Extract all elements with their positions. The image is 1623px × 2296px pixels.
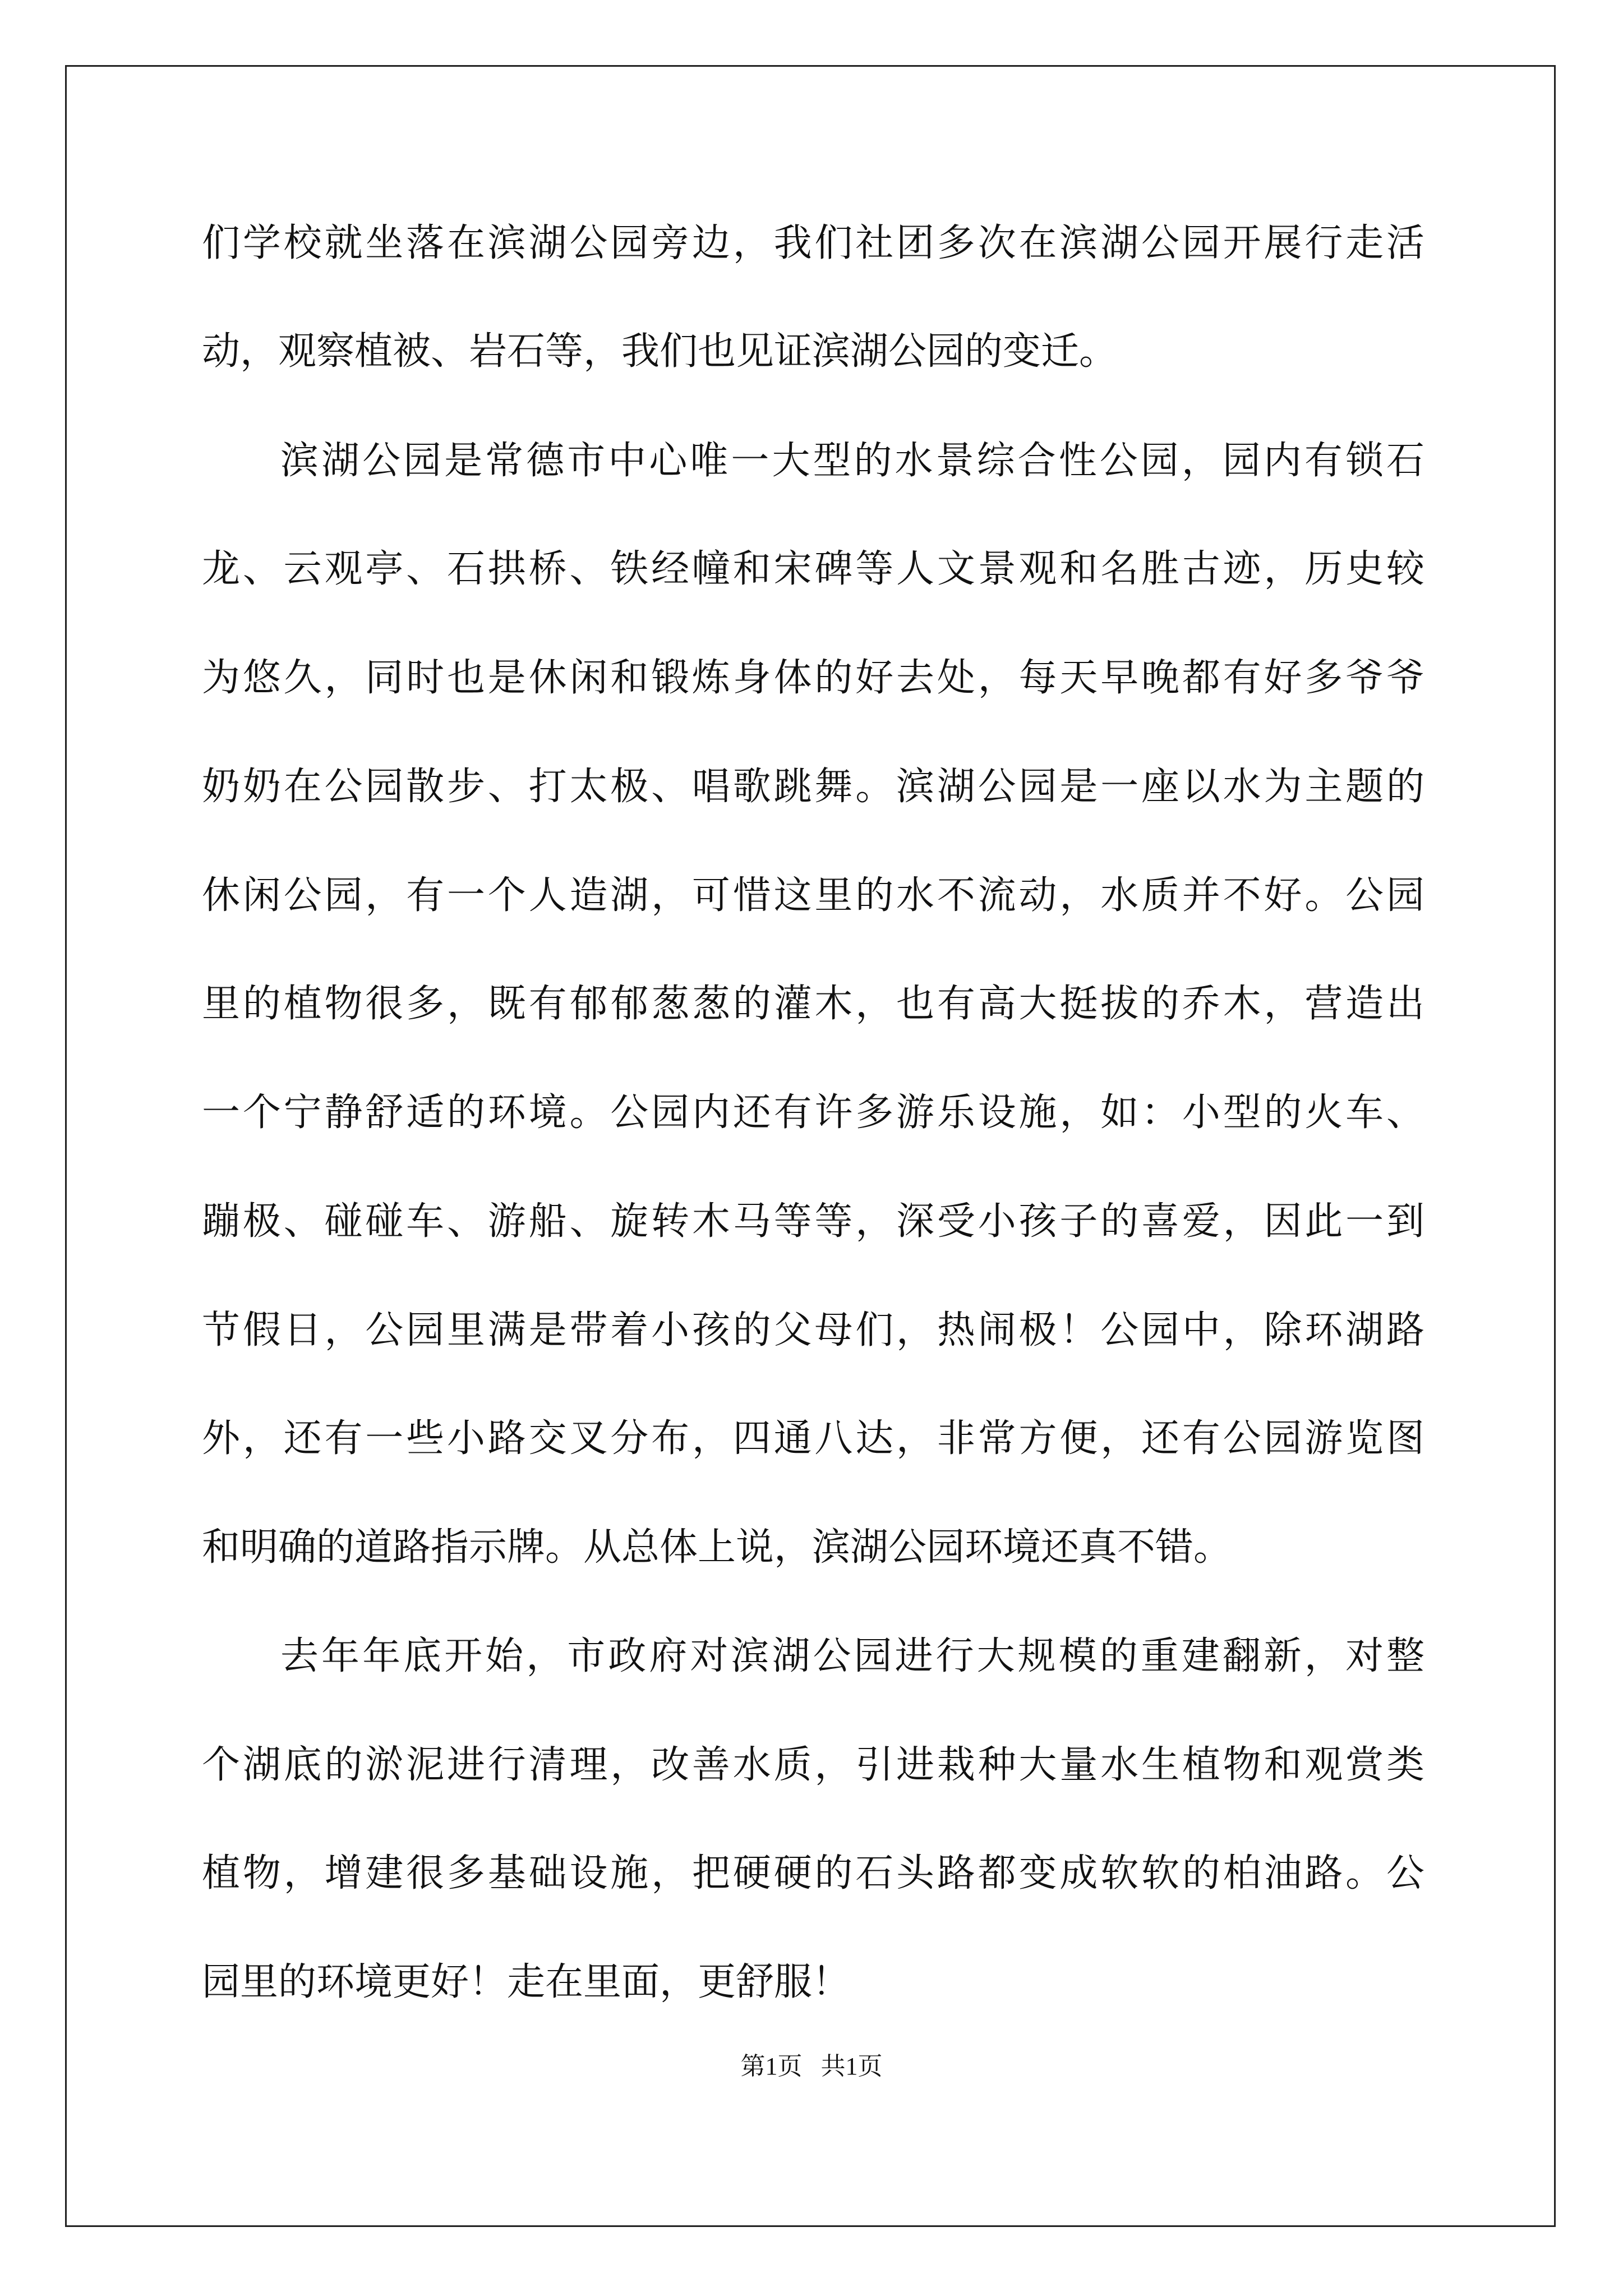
- text-line: 里的植物很多，既有郁郁葱葱的灌木，也有高大挺拔的乔木，营造出: [202, 982, 1424, 1026]
- page-number: 第1页 共1页: [740, 2053, 883, 2080]
- text-line: 和明确的道路指示牌。从总体上说，滨湖公园环境还真不错。: [202, 1525, 1232, 1570]
- text-line: 滨湖公园是常德市中心唯一大型的水景综合性公园，园内有锁石: [280, 439, 1424, 483]
- text-line: 龙、云观亭、石拱桥、铁经幢和宋碑等人文景观和名胜古迹，历史较: [202, 547, 1424, 591]
- text-line: 去年年底开始，市政府对滨湖公园进行大规模的重建翻新，对整: [280, 1634, 1424, 1678]
- text-line: 休闲公园，有一个人造湖，可惜这里的水不流动，水质并不好。公园: [202, 873, 1424, 918]
- text-line: 们学校就坐落在滨湖公园旁边，我们社团多次在滨湖公园开展行走活: [202, 221, 1424, 265]
- text-line: 动，观察植被、岩石等，我们也见证滨湖公园的变迁。: [202, 329, 1118, 374]
- text-line: 为悠久，同时也是休闲和锻炼身体的好去处，每天早晚都有好多爷爷: [202, 656, 1424, 700]
- text-line: 个湖底的淤泥进行清理，改善水质，引进栽种大量水生植物和观赏类: [202, 1743, 1424, 1787]
- text-line: 园里的环境更好！走在里面，更舒服！: [202, 1960, 851, 2004]
- text-line: 外，还有一些小路交叉分布，四通八达，非常方便，还有公园游览图: [202, 1416, 1424, 1461]
- text-line: 奶奶在公园散步、打太极、唱歌跳舞。滨湖公园是一座以水为主题的: [202, 765, 1424, 809]
- text-line: 植物，增建很多基础设施，把硬硬的石头路都变成软软的柏油路。公: [202, 1851, 1424, 1895]
- text-line: 一个宁静舒适的环境。公园内还有许多游乐设施，如：小型的火车、: [202, 1091, 1424, 1135]
- text-line: 节假日，公园里满是带着小孩的父母们，热闹极！公园中，除环湖路: [202, 1308, 1424, 1352]
- text-line: 蹦极、碰碰车、游船、旋转木马等等，深受小孩子的喜爱，因此一到: [202, 1199, 1424, 1244]
